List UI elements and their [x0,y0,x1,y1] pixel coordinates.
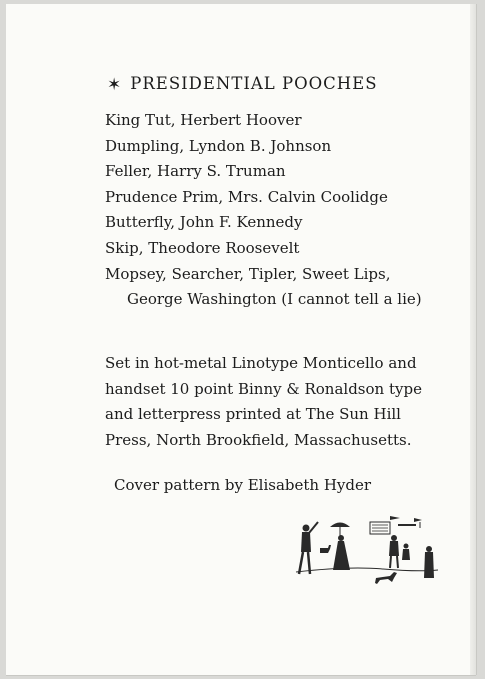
page-heading [107,74,378,94]
engraving-vignette-icon [288,512,440,588]
colophon-line: Press, North Brookfield, Massachusetts. [105,430,412,449]
star-ornament-icon: ✶ [107,75,123,95]
list-item: Feller, Harry S. Truman [105,162,286,181]
list-item: Skip, Theodore Roosevelt [105,238,300,257]
colophon-line: Set in hot-metal Linotype Monticello and [105,354,417,372]
colophon-line: handset 10 point Binny & Ronaldson type [105,379,422,398]
list-item: Dumpling, Lyndon B. Johnson [105,136,332,155]
list-item: Butterfly, John F. Kennedy [105,213,303,232]
list-item-continuation: George Washington (I cannot tell a lie) [127,290,422,309]
colophon-line: and letterpress printed at The Sun Hill [105,405,401,424]
list-item: Prudence Prim, Mrs. Calvin Coolidge [105,187,388,206]
heading-title: PRESIDENTIAL POOCHES [130,74,378,93]
cover-credit: Cover pattern by Elisabeth Hyder [114,476,372,494]
page-edge [470,4,476,675]
list-item-line: Mopsey, Searcher, Tipler, Sweet Lips, [105,264,391,283]
colophon [105,351,422,453]
pooch-list [105,108,422,313]
book-page [6,4,476,675]
list-item: King Tut, Herbert Hoover [105,111,302,129]
list-item-washington [105,262,422,313]
